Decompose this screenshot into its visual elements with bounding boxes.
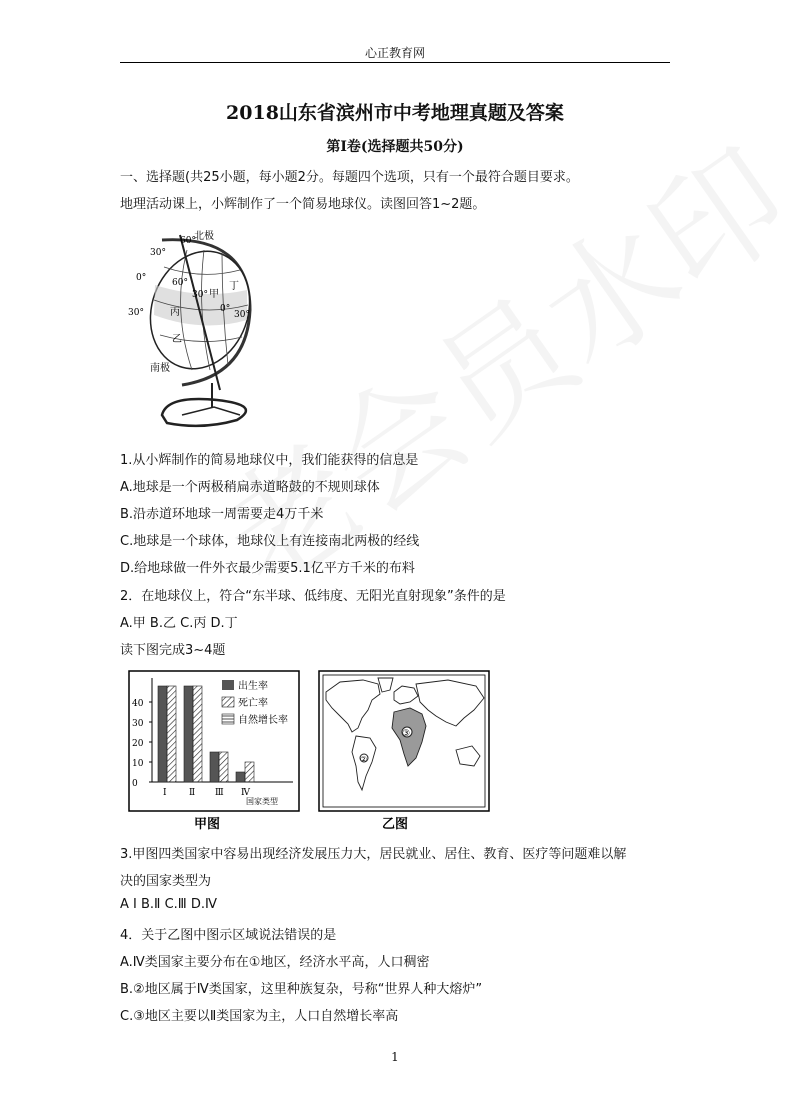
globe-label-bing: 丙: [170, 307, 180, 318]
q1-option-c: C.地球是一个球体，地球仪上有连接南北两极的经线: [120, 534, 420, 549]
q2-options: A.甲 B.乙 C.丙 D.丁: [120, 616, 238, 631]
globe-label: 60°: [172, 278, 188, 288]
x-tick-label: Ⅱ: [189, 788, 196, 798]
legend-swatch-death: [222, 697, 234, 707]
q1-option-b: B.沿赤道环地球一周需要走4万千米: [120, 507, 324, 522]
x-tick-label: Ⅳ: [241, 788, 250, 798]
legend-swatch-natural: [222, 714, 234, 724]
globe-label: 0°: [136, 273, 147, 283]
q4-option-b: B.②地区属于Ⅳ类国家，这里种族复杂，号称“世界人种大熔炉”: [120, 982, 483, 997]
q1-stem: 1.从小辉制作的简易地球仪中，我们能获得的信息是: [120, 453, 419, 468]
map-label-2: ②: [360, 755, 368, 764]
intro-q3-4: 读下图完成3~4题: [120, 643, 226, 658]
bar-birth: [158, 686, 167, 782]
bar-death: [219, 752, 228, 782]
page-title: 2018山东省滨州市中考地理真题及答案: [226, 102, 564, 124]
bar-birth: [210, 752, 219, 782]
globe-label: 30°: [128, 308, 144, 318]
world-map-figure: [318, 670, 494, 833]
section-title: 第Ⅰ卷(选择题共50分): [326, 139, 464, 155]
y-tick-label: 10: [132, 759, 144, 769]
q4-option-c: C.③地区主要以Ⅱ类国家为主，人口自然增长率高: [120, 1009, 399, 1024]
header-site-name: 心正教育网: [364, 46, 425, 60]
globe-label-ding: 丁: [229, 281, 239, 292]
q4-stem: 4．关于乙图中图示区域说法错误的是: [120, 928, 337, 943]
globe-label-south-pole: 南极: [150, 363, 170, 374]
legend-birth: 出生率: [238, 681, 268, 692]
q3-options: A Ⅰ B.Ⅱ C.Ⅲ D.Ⅳ: [120, 897, 218, 912]
bar-birth: [236, 772, 245, 782]
y-tick-label: 20: [132, 739, 144, 749]
globe-label-yi: 乙: [172, 334, 182, 345]
y-tick-label: 30: [132, 719, 144, 729]
bar-death: [245, 762, 254, 782]
globe-stand-base: [182, 407, 240, 415]
globe-label-north-pole: 北极: [194, 231, 214, 242]
globe-label: 60°: [180, 236, 196, 246]
q4-option-a: A.Ⅳ类国家主要分布在①地区，经济水平高，人口稠密: [120, 955, 430, 970]
globe-label: 0°: [220, 304, 231, 314]
x-tick-label: Ⅰ: [163, 788, 167, 798]
globe-label-jia: 甲: [209, 289, 219, 300]
q1-option-a: A.地球是一个两极稍扁赤道略鼓的不规则球体: [120, 480, 380, 495]
globe-label: 30°: [150, 248, 166, 258]
intro-q1-2: 地理活动课上，小辉制作了一个简易地球仪。读图回答1~2题。: [120, 197, 486, 212]
q3-stem-line2: 决的国家类型为: [120, 874, 212, 889]
y-tick-label: 0: [132, 779, 138, 789]
y-tick-label: 40: [132, 699, 144, 709]
header-divider: [120, 62, 670, 63]
instructions: 一、选择题(共25小题，每小题2分。每题四个选项，只有一个最符合题目要求。: [120, 170, 579, 185]
chart-frame: [129, 671, 299, 811]
bar-birth: [184, 686, 193, 782]
map-label-3: ③: [402, 729, 411, 739]
population-bar-chart: [128, 670, 300, 833]
q3-stem-line1: 3.甲图四类国家中容易出现经济发展压力大，居民就业、居住、教育、医疗等问题难以解: [120, 847, 627, 862]
q2-stem: 2．在地球仪上，符合“东半球、低纬度、无阳光直射现象”条件的是: [120, 589, 506, 604]
map-caption: 乙图: [382, 817, 409, 832]
globe-label: 30°: [192, 290, 208, 300]
legend-death: 死亡率: [238, 698, 268, 709]
chart-xlabel: 国家类型: [246, 797, 278, 806]
x-tick-label: Ⅲ: [215, 788, 224, 798]
q1-option-d: D.给地球做一件外衣最少需要5.1亿平方千米的布料: [120, 561, 415, 576]
globe-label: 30°: [234, 310, 250, 320]
globe-figure: [122, 225, 272, 435]
bar-death: [193, 686, 202, 782]
page-number: 1: [391, 1050, 399, 1064]
legend-natural-growth: 自然增长率: [238, 715, 288, 726]
bar-death: [167, 686, 176, 782]
legend-swatch-birth: [222, 680, 234, 690]
chart-caption: 甲图: [194, 817, 221, 832]
